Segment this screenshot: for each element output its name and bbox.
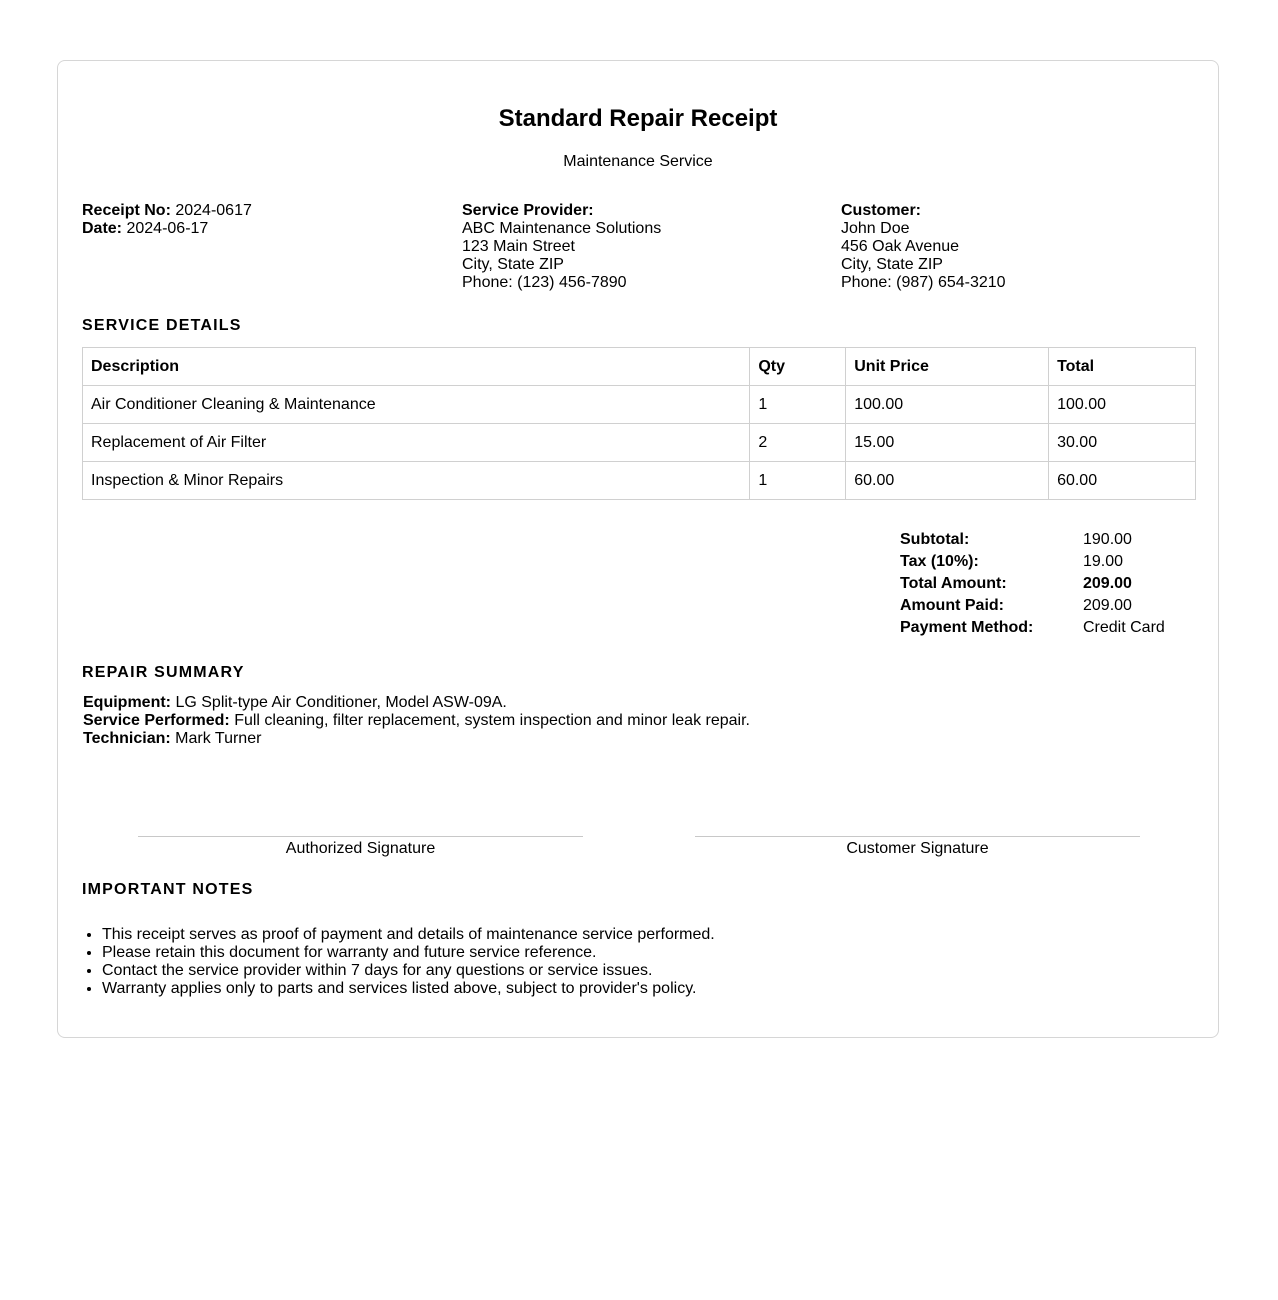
receipt-number-label: Receipt No: xyxy=(82,202,171,219)
subtotal-value: 190.00 xyxy=(1083,531,1132,548)
list-item: • This receipt serves as proof of payment and details of maintenance service performed. xyxy=(102,926,715,944)
total-amount-row xyxy=(900,573,1200,595)
table-row xyxy=(83,462,1196,500)
technician-label: Technician: xyxy=(83,730,171,747)
payment-method-label: Payment Method: xyxy=(900,619,1034,636)
amount-paid-label: Amount Paid: xyxy=(900,597,1004,614)
technician-line xyxy=(83,730,750,748)
column-header-qty: Qty xyxy=(750,348,846,386)
row-description: Replacement of Air Filter xyxy=(83,424,750,462)
equipment-line xyxy=(83,694,750,712)
receipt-number-line xyxy=(82,202,252,220)
totals-block xyxy=(900,529,1200,639)
authorized-signature-label: Authorized Signature xyxy=(285,840,436,857)
amount-paid-value: 209.00 xyxy=(1083,597,1132,614)
provider-city: City, State ZIP xyxy=(462,256,564,273)
technician-value: Mark Turner xyxy=(175,730,262,747)
receipt-title: Standard Repair Receipt xyxy=(498,105,778,132)
provider-phone: Phone: (123) 456-7890 xyxy=(462,274,627,291)
service-performed-line xyxy=(83,712,750,730)
column-header-total: Total xyxy=(1049,348,1196,386)
repair-summary-heading: REPAIR SUMMARY xyxy=(82,664,245,681)
authorized-signature-block xyxy=(138,836,583,859)
total-amount-label: Total Amount: xyxy=(900,575,1007,592)
row-qty: 1 xyxy=(750,386,846,424)
receipt-date-line xyxy=(82,220,252,238)
important-notes-list xyxy=(82,926,715,998)
service-details-table xyxy=(82,347,1196,500)
row-description: Inspection & Minor Repairs xyxy=(83,462,750,500)
tax-value: 19.00 xyxy=(1083,553,1124,570)
service-performed-label: Service Performed: xyxy=(83,712,230,729)
table-header-row xyxy=(83,348,1196,386)
customer-signature-label: Customer Signature xyxy=(846,840,989,857)
customer-name: John Doe xyxy=(841,220,910,237)
provider-name: ABC Maintenance Solutions xyxy=(462,220,662,237)
customer-signature-line xyxy=(695,836,1140,837)
column-header-description: Description xyxy=(83,348,750,386)
customer-info xyxy=(841,202,1006,292)
receipt-subtitle: Maintenance Service xyxy=(563,153,713,170)
service-provider-info xyxy=(462,202,661,292)
subtotal-label: Subtotal: xyxy=(900,531,970,548)
list-item: • Please retain this document for warranty and future service reference. xyxy=(102,944,715,962)
receipt-date-label: Date: xyxy=(82,220,123,237)
customer-label: Customer: xyxy=(841,202,922,219)
tax-label: Tax (10%): xyxy=(900,553,979,570)
row-unit-price: 100.00 xyxy=(846,386,1049,424)
row-unit-price: 60.00 xyxy=(846,462,1049,500)
amount-paid-row xyxy=(900,595,1200,617)
row-description: Air Conditioner Cleaning & Maintenance xyxy=(83,386,750,424)
row-unit-price: 15.00 xyxy=(846,424,1049,462)
row-qty: 1 xyxy=(750,462,846,500)
list-item: • Warranty applies only to parts and services listed above, subject to provider's policy. xyxy=(102,980,715,998)
authorized-signature-line xyxy=(138,836,583,837)
receipt-info xyxy=(82,202,252,238)
service-performed-value: Full cleaning, filter replacement, system inspection and minor leak repair. xyxy=(234,712,750,729)
table-row xyxy=(83,424,1196,462)
payment-method-row xyxy=(900,617,1200,639)
customer-street: 456 Oak Avenue xyxy=(841,238,960,255)
row-total: 30.00 xyxy=(1049,424,1196,462)
table-row xyxy=(83,386,1196,424)
subtotal-row xyxy=(900,529,1200,551)
equipment-label: Equipment: xyxy=(83,694,171,711)
receipt-date-value: 2024-06-17 xyxy=(126,220,209,237)
provider-street: 123 Main Street xyxy=(462,238,575,255)
total-amount-value: 209.00 xyxy=(1083,575,1132,592)
customer-phone: Phone: (987) 654-3210 xyxy=(841,274,1006,291)
receipt-number-value: 2024-0617 xyxy=(175,202,252,219)
row-total: 60.00 xyxy=(1049,462,1196,500)
column-header-unit-price: Unit Price xyxy=(846,348,1049,386)
service-details-heading: SERVICE DETAILS xyxy=(82,317,242,334)
repair-summary xyxy=(83,694,750,748)
list-item: • Contact the service provider within 7 days for any questions or service issues. xyxy=(102,962,715,980)
payment-method-value: Credit Card xyxy=(1083,619,1165,636)
important-notes-heading: IMPORTANT NOTES xyxy=(82,881,254,898)
row-total: 100.00 xyxy=(1049,386,1196,424)
equipment-value: LG Split-type Air Conditioner, Model ASW-09A. xyxy=(175,694,507,711)
provider-label: Service Provider: xyxy=(462,202,594,219)
customer-city: City, State ZIP xyxy=(841,256,943,273)
receipt-card xyxy=(57,60,1219,1038)
tax-row xyxy=(900,551,1200,573)
customer-signature-block xyxy=(695,836,1140,859)
row-qty: 2 xyxy=(750,424,846,462)
